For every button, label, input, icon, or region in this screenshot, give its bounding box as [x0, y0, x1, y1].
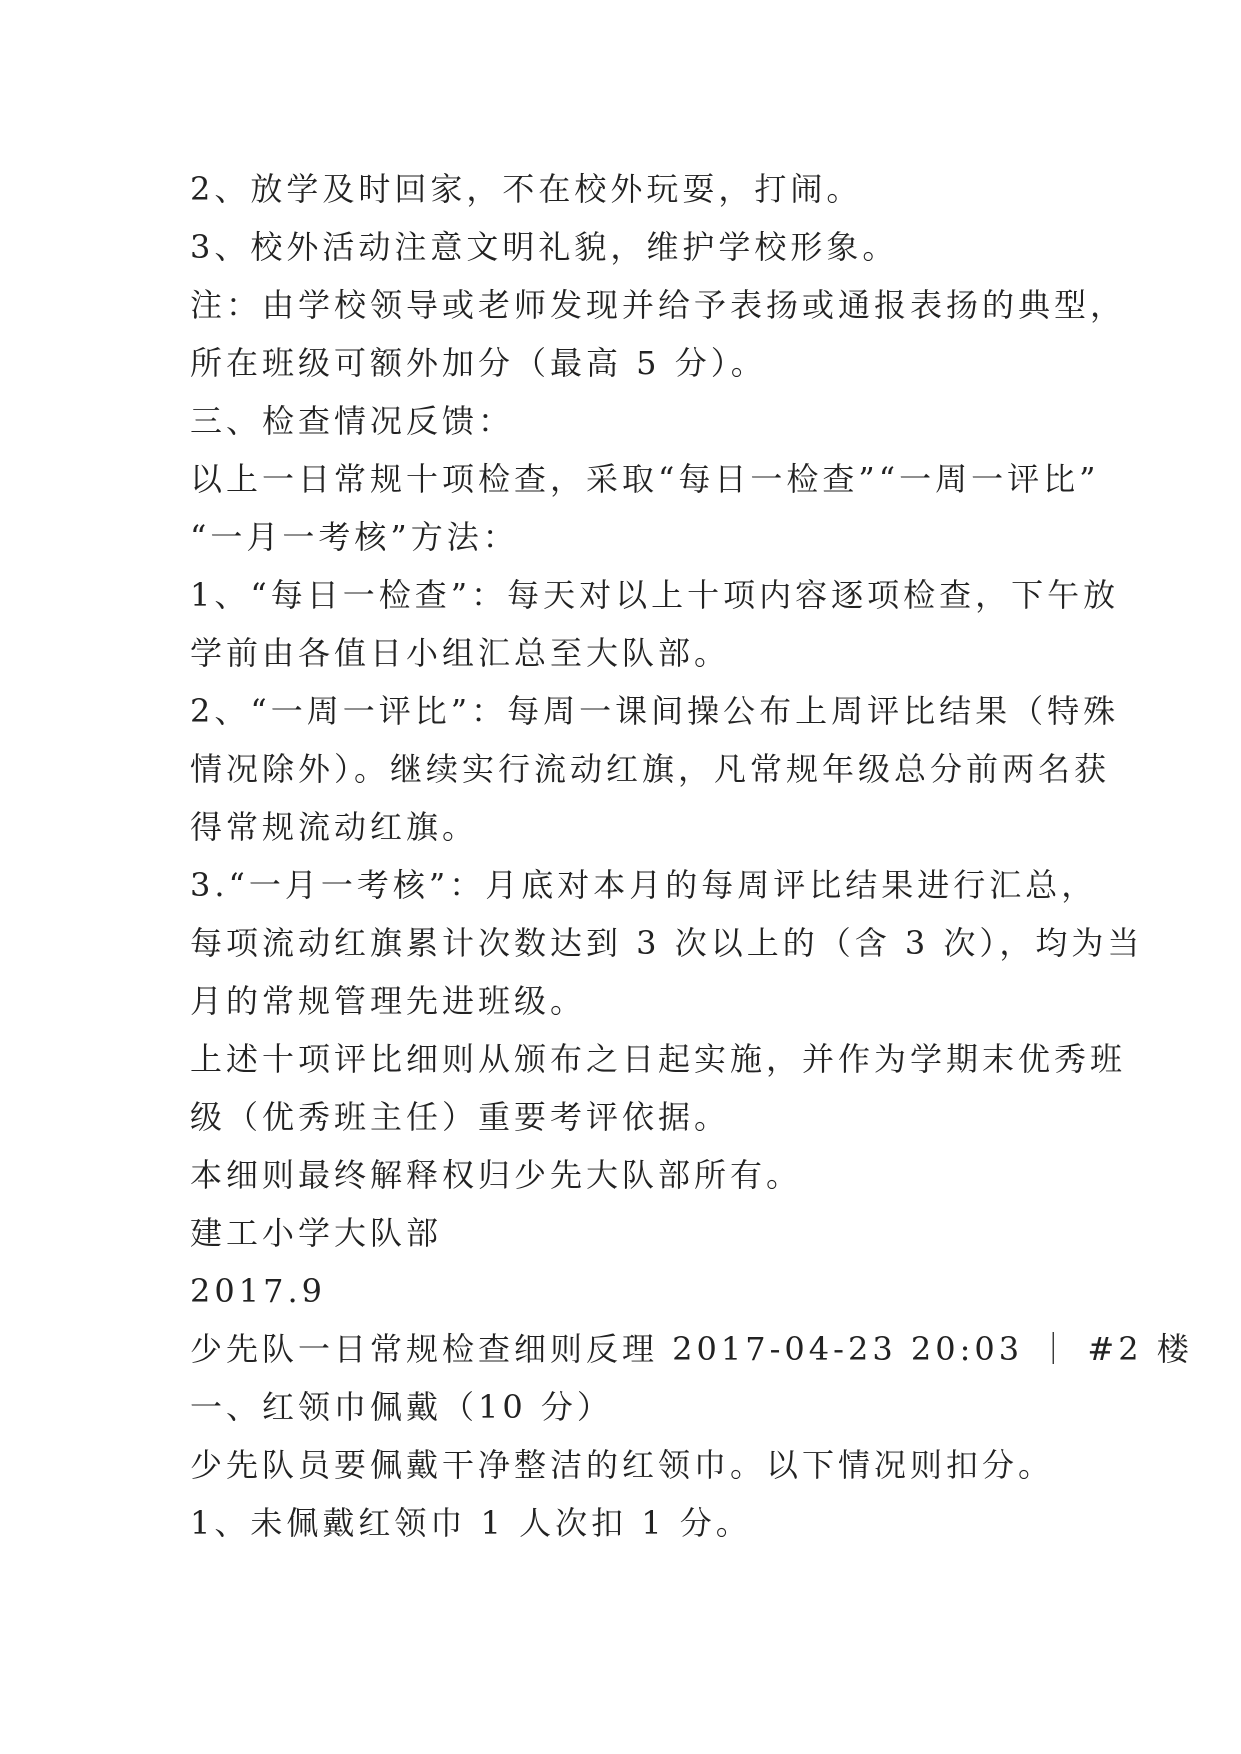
text-line: 2、“一周一评比”：每周一课间操公布上周评比结果（特殊	[190, 692, 1120, 730]
text-line: 得常规流动红旗。	[190, 808, 479, 846]
text-line: 月的常规管理先进班级。	[190, 982, 587, 1020]
text-line: 每项流动红旗累计次数达到 3 次以上的（含 3 次），均为当	[190, 924, 1144, 962]
text-line: 1、“每日一检查”：每天对以上十项内容逐项检查，下午放	[190, 576, 1120, 614]
text-line: 级（优秀班主任）重要考评依据。	[190, 1098, 731, 1136]
signature-date: 2017.9	[190, 1272, 326, 1310]
text-line: 情况除外）。继续实行流动红旗，凡常规年级总分前两名获	[190, 750, 1111, 788]
text-line: 1、未佩戴红领巾 1 人次扣 1 分。	[190, 1504, 752, 1542]
text-line: 注：由学校领导或老师发现并给予表扬或通报表扬的典型，	[190, 286, 1127, 324]
text-line: 3、校外活动注意文明礼貌，维护学校形象。	[190, 228, 899, 266]
text-line: 所在班级可额外加分（最高 5 分）。	[190, 344, 767, 382]
text-line: 本细则最终解释权归少先大队部所有。	[190, 1156, 803, 1194]
section-heading: 一、红领巾佩戴（10 分）	[190, 1388, 613, 1426]
text-line: 2、放学及时回家，不在校外玩耍，打闹。	[190, 170, 863, 208]
text-line: 以上一日常规十项检查，采取“每日一检查”“一周一评比”	[190, 460, 1100, 498]
signature-organization: 建工小学大队部	[190, 1214, 443, 1252]
text-line: 3.“一月一考核”：月底对本月的每周评比结果进行汇总，	[190, 866, 1098, 904]
section-heading: 三、检查情况反馈：	[190, 402, 515, 440]
text-line: 少先队员要佩戴干净整洁的红领巾。以下情况则扣分。	[190, 1446, 1055, 1484]
text-line: 学前由各值日小组汇总至大队部。	[190, 634, 731, 672]
document-body	[190, 160, 1193, 1552]
post-header: 少先队一日常规检查细则反理 2017-04-23 20:03 ｜ #2 楼	[190, 1330, 1193, 1368]
text-line: 上述十项评比细则从颁布之日起实施，并作为学期末优秀班	[190, 1040, 1127, 1078]
text-line: “一月一考核”方法：	[190, 518, 519, 556]
